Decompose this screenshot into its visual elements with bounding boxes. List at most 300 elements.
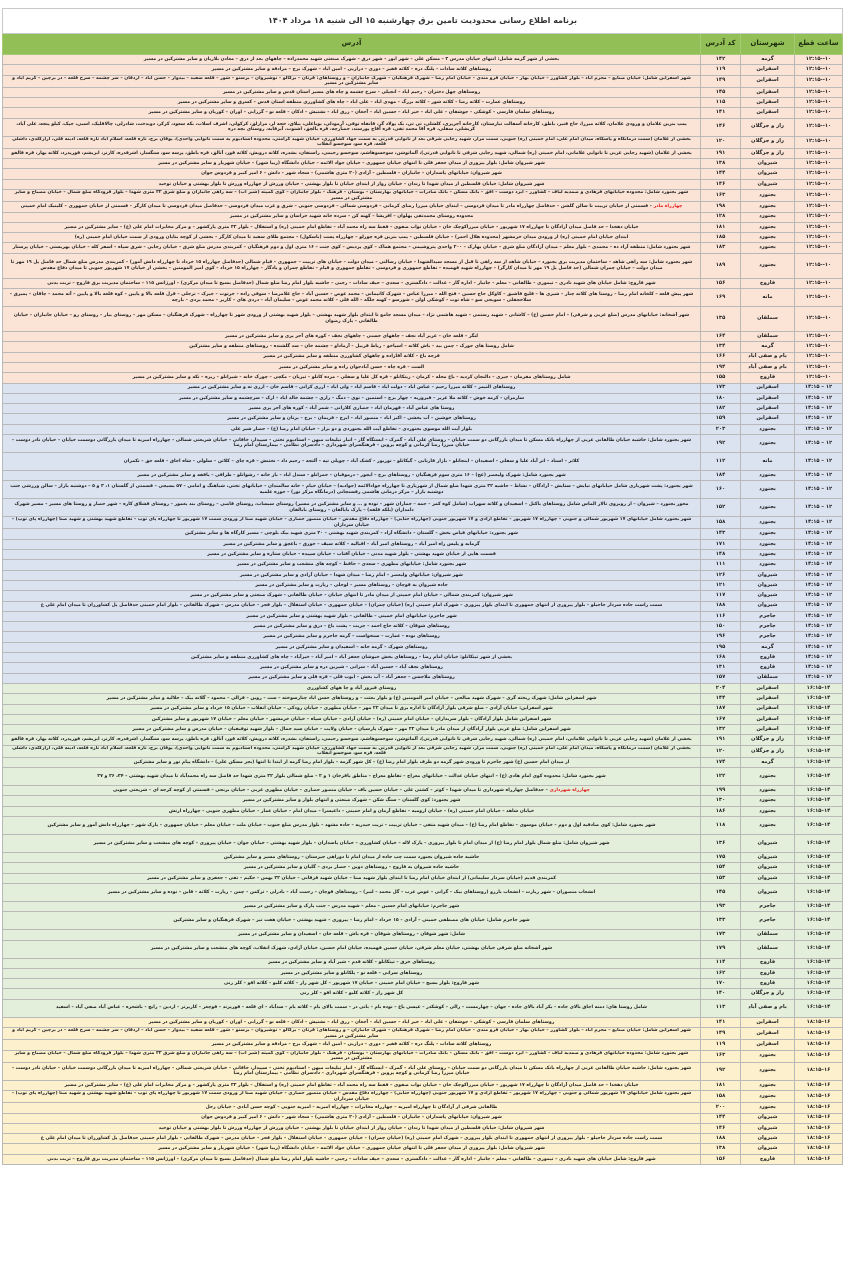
city-name: اسفراین [741,1040,795,1050]
address-cell [3,414,701,424]
city-name: راز و جرگلان [741,735,795,745]
city-name: راز و جرگلان [741,989,795,999]
address-code: ۱۴۰ [701,989,741,999]
city-name: اسفراین [741,694,795,704]
address-code: ۱۸۶ [701,806,741,816]
address-code: ۱۹۲ [701,434,741,452]
address-cell [3,373,701,383]
address-text: شهر اسفراین شامل بلوار آزادگان – بلوار سربداران – خیابان امام خمینی (ره) – خیابان آزادی – خیابان سپاه – خیابان خرمشهر – خیابان معلم – خیابان ۱۷ شهریور و سایر مشترکین [151,716,552,722]
address-text: شهر بجنورد: پشت شهربازی شامل خیابانهای نیایش – ستایش – آزادگان – نشاط – حاشیه ۳۲ متری شهدا ضلع شمال از شهربازی تا چهارراه جوادالائمه (جوادیه) – خیابان خیام – خانه سالمندان – خیابانهای تختی، شباهنگ و امامی – ۵۷ بسیجی – قسمتی از گلستان ۱، ۳ و ۵ – دوشنبه بازار – سالن ورزشی جنب دوشنبه بازار – مرکز درمانی هاشمی رفسنجانی (درمانگاه مرکز نور) – حوزه علمیه [10,484,693,495]
address-cell [3,714,701,724]
table-row [3,570,843,580]
address-text: بلوار آیت الله موسوی بجنوردی – تقاطع آیت الله بجنوردی و دو براز – خیابان امام رضا (ع) – حصار شیر علی [231,426,472,432]
outage-time: ۱۰--۱۲:۱۵ [795,169,843,179]
table-row [3,1040,843,1050]
outage-time: ۱۲ – ۱۴:۱۵ [795,632,843,642]
address-cell [3,591,701,601]
city-name: سملقان [741,673,795,683]
address-code: ۱۴۶ [701,179,741,189]
address-text: خیابان دهخدا – حد فاصل میدان آزادگان تا چهارراه ۱۷ شهریور – خیابان میرزاکوچک خان – خیابان نواب صفوی – فقط سه راه محمد آباد – تقاطع امام خمینی (ره) و استقلال – بلوار ۳۲ متری پارکشهر – و مرکز مخابرات امام علی (ع) – سایر مشترکین در مسیر [64,1082,639,1088]
city-name: شیروان [741,883,795,901]
city-name: اسفراین [741,683,795,693]
city-name: شیروان [741,853,795,863]
address-cell [3,768,701,786]
header-row [3,34,843,55]
address-code: ۱۱۳ [701,999,741,1017]
table-row [3,817,843,835]
city-name: بجنورد [741,1050,795,1062]
table-row [3,539,843,549]
outage-time: ۱۴–۱۶:۱۵ [795,768,843,786]
outage-time: ۱۴–۱۶:۱۵ [795,979,843,989]
city-name: بجنورد [741,796,795,806]
address-cell [3,499,701,517]
address-cell [3,1144,701,1154]
address-cell [3,159,701,169]
address-text: روستاهای شوقان – کلاته حاج احمد – جربت – پشت باغ – درق و سایر مشترکین در مسیر [253,623,450,629]
table-row [3,289,843,307]
address-text: سمت راست جاده سردار جاجیلو – بلوار پیروزی از انتهای جمهوری تا ابتدای بلوار پیروزی – شهرک امام خمینی (ره) (خیابان چمران) – خیابان جمهوری – خیابان استقلال – بلوار فجر – خیابان مدرس – شهرک طالقانی – بلوار امام خمینی حدفاصل پل کشاورزان تا میدان امام علی ع [40,603,663,609]
city-name: بجنورد [741,517,795,529]
outage-time: ۱۲ – ۱۴:۱۵ [795,642,843,652]
city-name: بجنورد [741,424,795,434]
address-text: شهر شیروان: خیابانهای پاسداران – جانبازان – فلسطین – آزادی (۲۰ متری هاشمی) – سجاد شهر – دانش – ۶ امیر کبیر و فردوس جوان [201,1115,502,1121]
address-code: ۱۴۲ [701,55,741,65]
city-name: اسفراین [741,87,795,97]
address-code: ۱۱۹ [701,1040,741,1050]
table-row [3,179,843,189]
city-name: بجنورد [741,529,795,539]
table-row [3,1144,843,1154]
address-code: ۱۴۶ [701,1123,741,1133]
header-code: کد آدرس [701,34,741,55]
city-name: فاروج [741,278,795,288]
document-title: برنامه اطلاع رسانی محدودیت تامین برق چهارشنبه ۱۵ الی شنبه ۱۸ مرداد ۱۴۰۴ [3,9,843,34]
address-cell [3,725,701,735]
outage-time: ۱۰--۱۲:۱۵ [795,136,843,148]
outage-time: ۱۴–۱۶:۱۵ [795,745,843,757]
city-name: بجنورد [741,481,795,499]
address-code: ۱۱۸ [701,817,741,835]
address-text: بخشی از غلامان (سمت درمانگاه و پاسگاه، میدان امام علی، امام خمینی (ره) جنوبی، سمت مزار، شهید رجایی شرقی بعد از نانوایی قدرتی به سمت جهاد کشاورزی، خیابان شهید کرامتی، محدوده استادیوم به سمت نانوایی واحدی)، یوقان برج، تازه قلعه، اسلام آباد تازه قلعه، آدینه قلی، ارازکلدی، داشلی قلعه، قره سو، سوخسو انقلاب [12,745,691,757]
address-text: شامل روستاهای مقرمان – جیری – دالنجان کردیه – باغ محله – کرمان – زینکانلو – قره کل علیا و سفلی – مرده کانلو – تیریان – مکچی – چورک خانه – شیرانلو – ریزه – تکه و سایر مشترکین در مسیر [132,375,571,381]
address-text: کمربندی قدیم (خیابان سردار سلیمانی) از ابتدای خیابان امام رضا تا ابتدای بلوار شهید صنا – خیابان شهید فرقانی – خیابان ۲۲ بهمن – حکیم – تقی – جعفری و سایر مشترکین در مسیر [147,875,556,881]
address-text: خیابان شاهد – خیابان امام خمینی (ره) – خیابان ارومیه – تقاطع آرمان و امام خمینی – داعیسرا – میدان امام – خیابان عمار – خیابان مطهری جنوبی – چهارراه ارتش [168,808,535,814]
table-row [3,663,843,673]
address-text: بخشی از غلامان (سمت درمانگاه و پاسگاه، میدان امام علی، امام خمینی (ره) جنوبی، سمت مزار، شهید رجایی شرقی بعد از نانوایی قدرتی به سمت جهاد کشاورزی، خیابان شهید کرامتی، محدوده استادیوم به سمت نانوایی واحدی)، یوقان برج، تازه قلعه، اسلام آباد تازه قلعه، آدینه قلی، ارازکلدی، داشلی قلعه، قره سو، سوخسو انقلاب [12,136,691,148]
outage-time: ۱۰--۱۲:۱۵ [795,233,843,243]
city-name: شیروان [741,1134,795,1144]
address-code: ۱۹۶ [701,632,741,642]
outage-time: ۱۶–۱۸:۱۵ [795,1017,843,1027]
address-text: روستاهای سرانی – قلعه نو – پلکانلو و سایر مشترکین در مسیر [280,970,423,976]
city-name: سملقان [741,940,795,958]
address-cell [3,642,701,652]
city-name: بجنورد [741,1080,795,1090]
address-code: ۱۵۵ [701,373,741,383]
address-text: شهر اسفراین: خیابان آزادی – ضلع شرقی بلوار آزادگان تا اداره برق تا میدان ۲۲ مهر – خیابان مطهری – خیابان رودکی – خیابان انقلاب – خیابان ۱۵ خرداد و سایر مشترکین در مسیر [150,706,553,712]
address-code: ۱۹۱ [701,735,741,745]
address-cell [3,539,701,549]
address-code: ۱۴۶ [701,118,741,136]
table-row [3,452,843,470]
address-cell [3,243,701,253]
outage-time: ۱۴–۱۶:۱۵ [795,725,843,735]
address-text: – حدفاصل چهارراه شهرداری تا میدان شهدا – کوثر – کشتی علی – خیابان حسین باف – خیابان منصور حصاری – خیابان مطهری غربی – خیابان برنجی – قسمتی از کوچه کرجه ای – شریعتی جنوبی [113,788,550,794]
city-name: بجنورد [741,817,795,835]
outage-time: ۱۲ – ۱۴:۱۵ [795,404,843,414]
address-text: روستاهای شهرک – گرمه خانه – اسفیدان و سایر مشترکین در مسیر [275,644,428,650]
outage-time: ۱۲ – ۱۴:۱۵ [795,663,843,673]
address-cell [3,958,701,968]
city-name: فاروج [741,979,795,989]
city-name: شیروان [741,835,795,853]
city-name: گرمه [741,757,795,767]
city-name: بجنورد [741,434,795,452]
address-cell [3,118,701,136]
table-row [3,979,843,989]
address-code: ۱۱۲ [701,452,741,470]
address-code: ۱۸۱ [701,222,741,232]
outage-time: ۱۰--۱۲:۱۵ [795,332,843,342]
table-row [3,714,843,724]
outage-time: ۱۰--۱۲:۱۵ [795,307,843,332]
city-name: بام و صفی آباد [741,999,795,1017]
address-code: ۱۵۳ [701,873,741,883]
address-cell [3,745,701,757]
city-name: بجنورد [741,560,795,570]
address-code: ۱۵۷ [701,673,741,683]
address-code: ۱۳۱ [701,663,741,673]
address-code: ۱۳۵ [701,307,741,332]
outage-time: ۱۰--۱۲:۱۵ [795,148,843,158]
city-name: راز و جرگلان [741,148,795,158]
outage-time: ۱۴–۱۶:۱۵ [795,930,843,940]
outage-time: ۱۶–۱۸:۱۵ [795,1028,843,1040]
address-text: لنگر – قلعه خان – عزیز آباد نجف – چاههای حسنی – چاههای نجف – کوره های آجر پزی و سایر مشترکین در مسیر [225,333,478,339]
address-code: ۱۹۳ [701,901,741,911]
table-row [3,912,843,930]
outage-time: ۱۲ – ۱۴:۱۵ [795,424,843,434]
outage-time: ۱۲ – ۱۴:۱۵ [795,452,843,470]
address-cell [3,352,701,362]
outage-time: ۱۶–۱۸:۱۵ [795,1113,843,1123]
address-code: ۱۴۵ [701,87,741,97]
address-code: ۱۹۵ [701,642,741,652]
table-row [3,352,843,362]
address-code: ۱۲۰ [701,136,741,148]
table-row [3,1113,843,1123]
table-body [3,55,843,1165]
address-code: ۱۷۳ [701,930,741,940]
outage-time: ۱۴–۱۶:۱۵ [795,883,843,901]
address-text: روستاهای نوده – عمارت – سنخواست – گرمه جاجرم و سایر مشترکین در مسیر [263,634,440,640]
outage-time: ۱۲ – ۱۴:۱۵ [795,591,843,601]
outage-time: ۱۰--۱۲:۱۵ [795,342,843,352]
table-row [3,745,843,757]
header-city: شهرستان [741,34,795,55]
address-cell [3,404,701,414]
address-code: ۱۵۶ [701,278,741,288]
table-row [3,1080,843,1090]
city-name: شیروان [741,570,795,580]
address-cell [3,383,701,393]
table-row [3,373,843,383]
address-cell [3,560,701,570]
address-cell [3,786,701,796]
outage-time: ۱۲ – ۱۴:۱۵ [795,601,843,611]
address-text: شهر بجنورد شامل: شهرک ولیعصر (عج) – ۱۶ متری سوم فرهنگیان – روستاهای برج – ایجور – درموفیان – حمزانلو – سندل اباد – باز خانه – رشوانلو – طراقی – یافقه و سایر مشترکین در مسیر [137,472,566,478]
city-name: اسفراین [741,404,795,414]
table-row [3,1123,843,1133]
address-cell [3,1028,701,1040]
address-cell [3,136,701,148]
address-cell [3,75,701,87]
table-row [3,704,843,714]
city-name: اسفراین [741,108,795,118]
address-cell [3,968,701,978]
address-cell [3,179,701,189]
address-text: روستای فیروز آباد و چا ههای کشاورزی [306,685,397,691]
outage-time: ۱۰--۱۲:۱۵ [795,243,843,253]
table-row [3,65,843,75]
outage-time: ۱۰--۱۲:۱۵ [795,118,843,136]
outage-time: ۱۰--۱۲:۱۵ [795,159,843,169]
outage-time: ۱۴–۱۶:۱۵ [795,683,843,693]
address-text: روستاهای چهل دختران – رحیم اباد – انجیلی – سرخ چشمه و چاه های مسیر استان قدس و سایر مشترکین در مسیر [222,89,481,95]
table-row [3,863,843,873]
address-code: ۱۸۴ [701,470,741,480]
address-text: بخشی از غلامان (شهید رجایی غربی تا نانوایی غلامانی، امام خمینی (ره) شمالی، شهید رجایی شرقی تا نانوایی قدرتی)، آلماتوشن، سوخسوهاشم، سوخسو رحیمی، راستقان، بشدره، کلاته درویش، کلاته قوز، آتالق، قره باطق، پرسه سو، سنگسار، اشرفدره، کارنز، ابریشم، قورپدرد، کلاته بهار، قره قالقو [11,150,692,156]
address-code: ۱۱۴ [701,958,741,968]
address-cell [3,632,701,642]
address-text: جاده شیروان به قوچان – روستاهای مسیر – لوجلی – زیارت و سایر مشترکین در مسیر [255,582,448,588]
address-code: ۱۶۲ [701,968,741,978]
table-row [3,757,843,767]
outage-time: ۱۲ – ۱۴:۱۵ [795,673,843,683]
address-cell [3,550,701,560]
address-cell [3,55,701,65]
address-cell [3,901,701,911]
table-row [3,958,843,968]
table-row [3,806,843,816]
address-text: بخشی از غلامان (شهید رجایی غربی تا نانوایی غلامانی، امام خمینی (ره) شمالی، شهید رجایی شرقی تا نانوایی قدرتی)، آلماتوشن، سوخسوهاشم، سوخسو رحیمی، راستقان، بشدره، کلاته درویش، کلاته قوز، آتالق، قره باطق، پرسه سو، سنگسار، اشرفدره، کارنز، ابریشم، قورپدرد، کلاته بهار، قره قالقو [11,737,692,743]
address-code: ۱۶۰ [701,481,741,499]
address-cell [3,1050,701,1062]
address-text: روستاهای ملاحسن – جعفر آباد – آب بخش – ایوب قلی – قره قلی و سایر مشترکین در مسیر [248,675,455,681]
table-row [3,75,843,87]
city-name: بجنورد [741,190,795,202]
address-code: ۱۴۹ [701,1028,741,1040]
table-row [3,735,843,745]
city-name: بجنورد [741,222,795,232]
address-code: ۱۸۹ [701,253,741,278]
address-cell [3,570,701,580]
address-text: قسمت هایی از خیابان شهید بهشتی – بلوار شهید مدنی – خیابان آفتاب – خیابان سپیده – خیابان ستاره و سایر مشترکین در مسیر [207,551,496,557]
address-text: روستاهای خرق – تیتکانلو – کلاته قدم – شیر آباد و سایر مشترکین در مسیر [268,960,435,966]
outage-time: ۱۲ – ۱۴:۱۵ [795,529,843,539]
outage-time: ۱۶–۱۸:۱۵ [795,1134,843,1144]
address-code: ۱۸۰ [701,393,741,403]
city-name: بجنورد [741,1103,795,1113]
table-row [3,529,843,539]
address-text: شهر بجنورد شامل: محدوده خیابانهای فرهادی و صمدیه لباف – کشاورز – ایزد دوست – افق – بانک مسکن – بانک صادرات – خیابانهای بهارستان – بوستان – فرهنگ – بلوار جانبازان – کوی کمپنه (شیر آب) – سه راهی جانبازان و ضلع شرق ۳۲ متری شهدا – بلوار فرودگاه ضلع شمال – خیابان مصباح و سایر مشترکین در مسیر [14,190,689,201]
table-row [3,169,843,179]
outage-time: ۱۴–۱۶:۱۵ [795,873,843,883]
address-cell [3,517,701,529]
address-code: ۱۹۲ [701,1062,741,1080]
table-row [3,1103,843,1113]
city-name: شیروان [741,580,795,590]
address-code: ۱۳۴ [701,342,741,352]
address-text: شهر جاجرم: خیابانهای امام خمینی – طالقانی – بلوار شهید بهشتی و سایر مشترکین در مسیر [246,613,457,619]
table-row [3,560,843,570]
city-name: اسفراین [741,714,795,724]
address-text: شهر بجنورد شامل: محدوده خیابانهای فرهادی و صمدیه لباف – کشاورز – ایزد دوست – افق – بانک مسکن – بانک صادرات – خیابانهای بهارستان – بوستان – فرهنگ – بلوار جانبازان – کوی کمپنه (شیر آب) – سه راهی جانبازان و ضلع شرق ۳۲ متری شهدا – بلوار فرودگاه ضلع شمال – خیابان مصباح و سایر مشترکین در مسیر [14,1050,689,1062]
city-name: فاروج [741,663,795,673]
address-text: شهر شیروان: کمربندی شمالی – خیابان امام خمینی از میدان مادر تا انتهای خیابان – خیابان طالقانی – شهرک صنعتی و سایر مشترکین در مسیر [190,593,513,599]
address-cell [3,98,701,108]
table-row [3,768,843,786]
address-cell [3,470,701,480]
address-cell [3,1017,701,1027]
address-code: ۱۵۸ [701,1091,741,1103]
address-text: از میدان امام حسین (ع) شهر جاجرم تا ورودی شهر گرمه دو طرف بلوار امام رضا (ع) – کل شهر گرمه – بلوار امام رضا گرمه از ابتدا تا انتها (بجز مسکن علی) – دانشگاه پیام نور و سایر مشترکین [133,759,570,765]
table-row [3,999,843,1017]
table-row [3,1062,843,1080]
address-code: ۱۵۶ [701,1154,741,1164]
address-code: ۱۸۸ [701,601,741,611]
address-text: شامل روستا های: دمنه اجاق بالای جاده – بکر آباد بالای جاده – جهان – چهارمست – زالی – کوشکدر – عیسی باغ – نوده بام – بانی در – سمت بالای بام – کلاته بام – سدآباد – ای قلعه – قوریزند – قوچغز – کاریزنر – اردین – رابچ – باشخره – عباس آباد صفی آباد – اسفید [55,1005,648,1011]
address-cell [3,233,701,243]
table-row [3,642,843,652]
address-cell [3,424,701,434]
address-text: کل شهر راز – کلاته کلبو – کلاته افو – کلر رنی [299,991,404,997]
address-cell [3,190,701,202]
outage-time: ۱۶–۱۸:۱۵ [795,1123,843,1133]
city-name: اسفراین [741,725,795,735]
city-name: اسفراین [741,704,795,714]
outage-time: ۱۰--۱۲:۱۵ [795,55,843,65]
address-cell [3,817,701,835]
address-text: شامل: شهر شوقان – روستاهای شوقان – قره باش – قلعه خان – اسفیدان و سایر مشترکین در مسیر [237,932,466,938]
address-text: شهر آشخانه: خیابانهای مدرس (ضلع غربی و شرقی) – امام حسین (ع) – کاشانی – شهید رستمی – شهید هاشمی نژاد – میدان مسجد جامع تا ابتدای بلوار شهید بهشتی – بلوار شهید بهشتی از ورودی شهر تا چهارراه – شهرک فرهنگیان – مسکن مهر – روستای بیار – روستای زو – خیابان جانبازان – خیابان طالقانی – پارک رضوان [13,313,690,325]
address-code: ۱۵۸ [701,517,741,529]
address-cell [3,278,701,288]
city-name: بجنورد [741,499,795,517]
outage-time: ۱۰--۱۲:۱۵ [795,373,843,383]
table-row [3,118,843,136]
outage-time: ۱۰--۱۲:۱۵ [795,362,843,372]
table-row [3,136,843,148]
address-cell [3,108,701,118]
outage-time: ۱۰--۱۲:۱۵ [795,108,843,118]
outage-time: ۱۴–۱۶:۱۵ [795,796,843,806]
table-row [3,202,843,212]
address-cell [3,694,701,704]
outage-schedule-page [2,8,843,1165]
address-text: روستاهای کلاته سادات – پلنگ دره – کلاته فقیر – دوری – درازیی – امین اباد – شهرک برج – مرادقه و سایر مشترکین در مسیر [211,1042,492,1048]
address-text: شهر بجنورد: کوی گلستان – سنگ شکن – شهرک صنعتی و انتهای بلوار و سایر مشترکین در مسیر [242,798,461,804]
address-cell [3,653,701,663]
address-text: محور بجنورد – شیروان – از روبروی تالار الماس شامل روستاهای باکتل – اسفیدان و کلاته سهراب (شامل کوه کمر – جمه – جماران شهر – توده و ... و سایر مشترکین در مسیر) روستای سیساب، روستای قاضی – روستای بند یغمور – روستای قشلاق کاره – شهر حصار و روستا های مسیر – مسیر شهرک دامداران (بلکه قلقه) – پارک بابالقان – روستای بابالقان [14,502,689,513]
address-cell [3,796,701,806]
city-name: اسفراین [741,414,795,424]
address-cell [3,332,701,342]
address-cell [3,1123,701,1133]
address-text: شهر اسفراین شامل: ضلع غربی بلوار آزادگان از میدان مادر تا میدان ۲۲ مهر – شهرک پارسیان – خیابان ولایت – خیابان سید جمال – بلوار شهید توفیقیان – خیابان مدرس و سایر مشترکین در مسیر [132,726,571,732]
table-row [3,694,843,704]
outage-time: ۱۴–۱۶:۱۵ [795,999,843,1017]
address-text: شامل روستا های جورک – چمن بید – باش کلاته – اسپاخو – رباط قریبل – آرماداو – چشمه خان – سد گلشنده – روستاهای منطقه و سایر مشترکین [189,344,514,350]
table-row [3,930,843,940]
address-code: ۱۲۰ [701,745,741,757]
address-text: الست – قره چاه – حسن آبادجوان زاده و سایر مشترکین در مسیر [278,364,425,370]
city-name: اسفراین [741,65,795,75]
address-cell [3,481,701,499]
outage-time: ۱۲ – ۱۴:۱۵ [795,499,843,517]
address-text: شهر آشخانه ضلع شرقی خیابان بهشتی، خیابان معلم شرقی، خیابان حسین فهمیده، خیابان امام حسین، خیابان آزادی، شهرک انقلاب، کوچه های منشعب و سایر مشترکین در مسیر [150,946,553,952]
address-cell [3,393,701,403]
outage-time: ۱۲ – ۱۴:۱۵ [795,517,843,529]
address-code: ۱۹۸ [701,202,741,212]
city-name: بجنورد [741,1091,795,1103]
table-row [3,222,843,232]
address-code: ۱۶۷ [701,714,741,724]
address-text: روستاهای النیمز – کلاته میرزا رحیم – عباس اباد – دولت اباد – قاسم اباد – ولی اباد – ازری کرانی – قاسم خان – ازری ته و سایر مشترکین در مسیر [187,385,516,391]
city-name: بجنورد [741,768,795,786]
address-cell [3,663,701,673]
address-code: ۱۵۰ [701,622,741,632]
address-code: ۱۵۲ [701,499,741,517]
outage-time: ۱۲ – ۱۴:۱۵ [795,622,843,632]
table-row [3,253,843,278]
outage-time: ۱۶–۱۸:۱۵ [795,1062,843,1080]
address-text: شهر بجنورد شامل: حاشیه خیابان طالقانی غربی از چهارراه بانک مسکن تا میدان بازرگانی دو سمت خیابان – روستای علی آباد – گمرک – ایستگاه گاز – انبار تبلیغات میهن – استادیوم تختی – سپیدار، خاقانی – خیابان شریعتی شمالی – چهارراه امیریه تا میدان بازرگانی دوسمت خیابان – خیابان نادر دوست – خیابان میرزا رضا کرمانی و کوچه پروین – فرهنگسرای شهرداری – دادسرای نظامی – بیمارستان امام رضا [11,1065,692,1077]
outage-time: ۱۰--۱۲:۱۵ [795,253,843,278]
address-cell [3,148,701,158]
address-cell [3,434,701,452]
table-row [3,632,843,642]
city-name: بام و صفی آباد [741,352,795,362]
city-name: جاجرم [741,622,795,632]
address-text: سمت راست جاده سردار جاجیلو – بلوار پیروزی از انتهای جمهوری تا ابتدای بلوار پیروزی – شهرک امام خمینی (ره) (خیابان چمران) – خیابان جمهوری – خیابان استقلال – بلوار فجر – خیابان مدرس – شهرک طالقانی – بلوار امام خمینی حدفاصل پل کشاورزان تا میدان امام علی ع [40,1135,663,1141]
table-row [3,55,843,65]
table-row [3,883,843,901]
address-cell [3,169,701,179]
address-code: ۱۴۴ [701,169,741,179]
address-code: ۱۱۵ [701,98,741,108]
address-cell [3,1062,701,1080]
outage-time: ۱۲ – ۱۴:۱۵ [795,550,843,560]
outage-time: ۱۴–۱۶:۱۵ [795,901,843,911]
address-text: شهر شیروان شامل: بلوار پیروزی از میدان جعفر قلی تا انتهای خیابان جمهوری – خیابان جواد الائمه – خیابان دانشگاه (زیبا شهر) – خیابان شهریار و سایر مشترکین در مسیر [158,1146,545,1152]
table-row [3,517,843,529]
outage-time: ۱۶–۱۸:۱۵ [795,1080,843,1090]
outage-time: ۱۰--۱۲:۱۵ [795,87,843,97]
outage-time: ۱۲ – ۱۴:۱۵ [795,611,843,621]
address-code: ۱۸۸ [701,1134,741,1144]
address-cell [3,673,701,683]
address-text: شهر شیروان: خیابانهای ولیعصر – امام رضا – میدان شهدا – خیابان آزادی و سایر مشترکین در مسیر [240,572,463,578]
outage-time: ۱۴–۱۶:۱۵ [795,835,843,853]
address-code: ۱۳۳ [701,912,741,930]
address-code: ۱۳۸ [701,159,741,169]
address-text: شهر شیروان شامل: خیابان فلسطین از میدان شهدا تا زندان – خیابان رواز از ابتدای خیابان تا بلوار بهشتی – خیابان ورزش از چهارراه ورزش تا بلوار بهشتی و خیابان توحید [158,181,545,187]
address-text: شهر بجنورد شامل خیابانهای ۱۷ شهریور شمالی و جنوبی – چهارراه ۱۷ شهریور – تقاطع آزادی و ۱۷ شهریور جنوبی (چهارراه حنایی) – چهارراه دفاع مقدس – خیابان منصور حصاری – خیابان شهید صنا از ورودی سمت ۱۷ شهریور تا چهارراه پای توپ – تقاطع شهید بهشتی و شهید صنا (چهارراه پای توپ) – خیابان سرداران [11,1091,692,1102]
address-cell [3,289,701,307]
table-row [3,393,843,403]
